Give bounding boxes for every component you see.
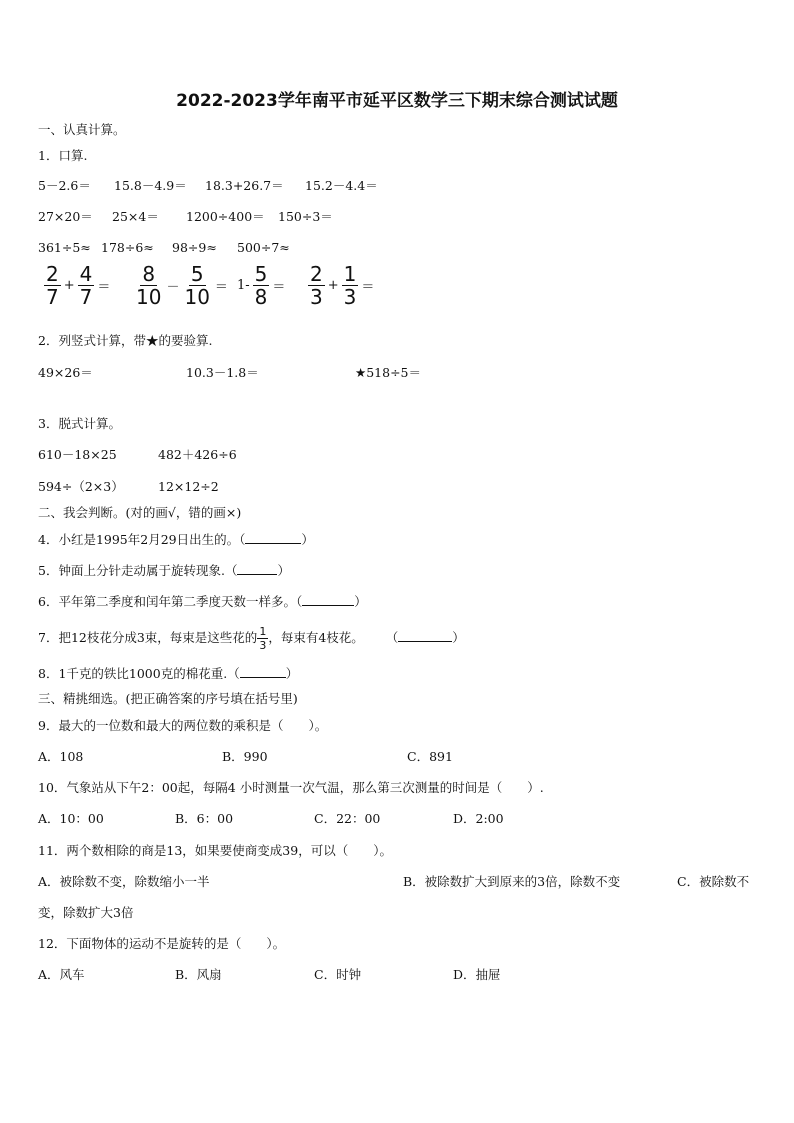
- option[interactable]: B．被除数扩大到原来的3倍，除数不变: [403, 874, 621, 889]
- q12: 12．下面物体的运动不是旋转的是（ ）。: [38, 936, 286, 951]
- q1-item: 5－2.6＝: [38, 178, 91, 193]
- q2-item: ★518÷5＝: [355, 365, 421, 380]
- fraction-expression: $\frac{8}{10}$ － $\frac{5}{10}$ ＝: [136, 262, 228, 309]
- q5: 5．钟面上分针走动属于旋转现象.（ ）: [38, 563, 290, 578]
- q1-item: 15.8－4.9＝: [114, 178, 187, 193]
- q2-label: 2．列竖式计算，带★的要验算.: [38, 333, 213, 348]
- page-title: 2022-2023学年南平市延平区数学三下期末综合测试试题: [176, 91, 618, 111]
- q3-item: 594÷（2×3）: [38, 479, 124, 494]
- fraction: $\frac{2}{7}$: [46, 262, 59, 309]
- q3-label: 3．脱式计算。: [38, 416, 121, 431]
- q3-item: 610－18×25: [38, 447, 117, 462]
- fraction: $\frac{1}{3}$: [343, 262, 357, 309]
- fraction-expression: 1- $\frac{5}{8}$ ＝: [237, 262, 286, 309]
- option[interactable]: B．6：00: [175, 811, 234, 826]
- q8: 8．1千克的铁比1000克的棉花重.（ ）: [38, 666, 299, 681]
- option-wrap[interactable]: 变，除数扩大3倍: [38, 905, 134, 920]
- section3-heading: 三、精挑细选。(把正确答案的序号填在括号里): [38, 691, 298, 706]
- q1-item: 98÷9≈: [172, 240, 217, 255]
- q1-item: 27×20＝: [38, 209, 93, 224]
- q3-item: 12×12÷2: [158, 479, 219, 494]
- answer-blank[interactable]: [240, 665, 286, 678]
- q1-item: 15.2－4.4＝: [305, 178, 378, 193]
- answer-blank[interactable]: [302, 593, 354, 606]
- answer-blank[interactable]: [398, 629, 452, 642]
- section1-heading: 一、认真计算。: [38, 122, 126, 137]
- fraction: $\frac{8}{10}$: [136, 262, 162, 309]
- q1-item: 500÷7≈: [237, 240, 290, 255]
- q9: 9．最大的一位数和最大的两位数的乘积是（ ）。: [38, 718, 328, 733]
- option[interactable]: C．22：00: [314, 811, 381, 826]
- q2-item: 10.3－1.8＝: [186, 365, 259, 380]
- option[interactable]: C．被除数不: [677, 874, 750, 889]
- option[interactable]: B．990: [222, 749, 268, 764]
- q3-item: 482＋426÷6: [158, 447, 237, 462]
- q1-item: 361÷5≈: [38, 240, 91, 255]
- option[interactable]: D．2:00: [453, 811, 504, 826]
- option[interactable]: A．108: [38, 749, 84, 764]
- option[interactable]: C．891: [407, 749, 453, 764]
- q6: 6．平年第二季度和闰年第二季度天数一样多。（ ）: [38, 594, 367, 609]
- fraction: $\frac{5}{10}$: [184, 262, 210, 309]
- option[interactable]: D．抽屉: [453, 967, 501, 982]
- fraction: $\frac{4}{7}$: [79, 262, 93, 309]
- q10: 10．气象站从下午2：00起，每隔4 小时测量一次气温，那么第三次测量的时间是（ ）.: [38, 780, 544, 795]
- q4: 4．小红是1995年2月29日出生的。（ ）: [38, 532, 314, 547]
- fraction: $\frac{5}{8}$: [254, 262, 268, 309]
- option[interactable]: A．被除数不变，除数缩小一半: [38, 874, 210, 889]
- answer-blank[interactable]: [245, 531, 301, 544]
- q1-item: 25×4＝: [112, 209, 159, 224]
- q1-item: 18.3+26.7＝: [205, 178, 284, 193]
- answer-blank[interactable]: [237, 562, 277, 575]
- fraction-expression: $\frac{2}{3}$ + $\frac{1}{3}$ ＝: [310, 262, 375, 309]
- q7: 7．把12枝花分成3束，每束是这些花的 $\frac{1}{3}$ ，每束有4枝花。 （ ）: [38, 625, 465, 652]
- q1-item: 1200÷400＝: [186, 209, 265, 224]
- section2-heading: 二、我会判断。(对的画√，错的画×): [38, 505, 242, 520]
- option[interactable]: C．时钟: [314, 967, 362, 982]
- q11: 11．两个数相除的商是13，如果要使商变成39，可以（ ）。: [38, 843, 392, 858]
- fraction: $\frac{2}{3}$: [310, 262, 323, 309]
- q1-label: 1．口算.: [38, 148, 88, 163]
- option[interactable]: B．风扇: [175, 967, 222, 982]
- q1-item: 178÷6≈: [101, 240, 154, 255]
- q1-item: 150÷3＝: [278, 209, 333, 224]
- fraction-expression: $\frac{2}{7}$ + $\frac{4}{7}$ ＝: [46, 262, 111, 309]
- q2-item: 49×26＝: [38, 365, 93, 380]
- fraction: $\frac{1}{3}$: [259, 625, 267, 652]
- option[interactable]: A．10：00: [38, 811, 104, 826]
- option[interactable]: A．风车: [38, 967, 85, 982]
